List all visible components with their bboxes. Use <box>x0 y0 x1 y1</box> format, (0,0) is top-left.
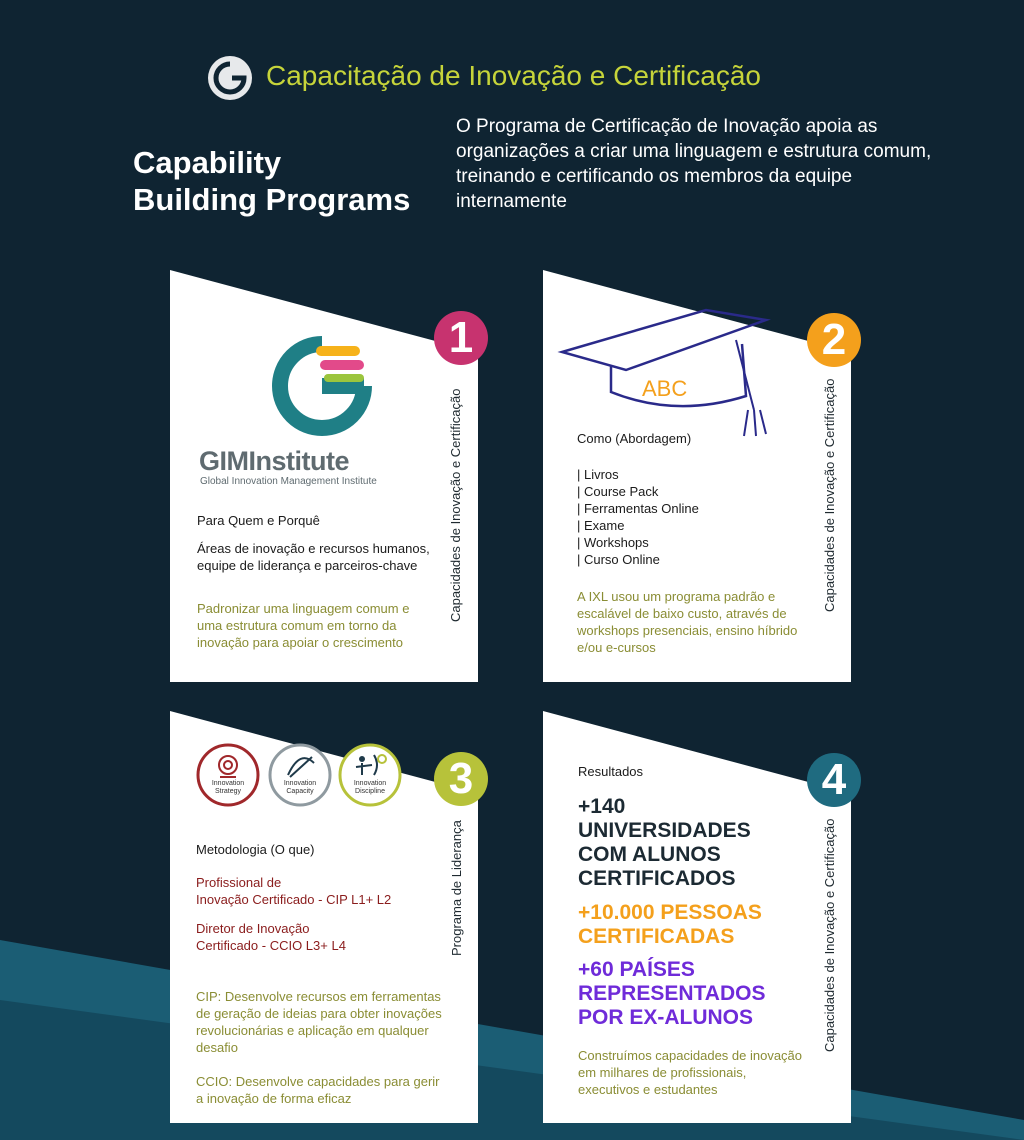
stat-countries <box>578 958 765 1030</box>
capability-title-line1: Capability <box>133 145 282 180</box>
capability-title <box>133 144 410 218</box>
card-2-number-badge: 2 <box>807 313 861 367</box>
card-2-heading: Como (Abordagem) <box>577 431 692 446</box>
card-3-heading: Metodologia (O que) <box>196 842 315 857</box>
innovation-strategy-label2: Strategy <box>214 788 242 795</box>
card-2-item-6: | Curso Online <box>577 552 660 567</box>
card-1-note-line2: uma estrutura comum em torno da <box>197 618 397 633</box>
card-1-body-line1: Áreas de inovação e recursos humanos, <box>197 541 430 556</box>
innovation-capacity-label1: Innovation <box>283 780 317 787</box>
innovation-discipline-badge <box>338 743 402 807</box>
stat-universities <box>578 795 751 891</box>
capability-title-line2: Building Programs <box>133 182 411 217</box>
card-3-cip-desc-line4: desafio <box>196 1040 238 1055</box>
card-3-cip-desc-line2: de geração de ideias para obter inovações <box>196 1006 442 1021</box>
innovation-discipline-label2: Discipline <box>355 788 385 795</box>
archer-icon <box>359 756 365 762</box>
innovation-discipline-label1: Innovation <box>353 780 387 787</box>
gim-logo-text: GIMInstitute <box>199 446 349 476</box>
innovation-strategy-badge <box>196 743 260 807</box>
card-3-number-badge: 3 <box>434 752 488 806</box>
stat-countries-line1: +60 PAÍSES <box>578 958 695 981</box>
innovation-strategy-label1: Innovation <box>211 780 245 787</box>
card-3-ccio-desc-line2: a inovação de forma eficaz <box>196 1091 352 1106</box>
stat-countries-line3: POR EX-ALUNOS <box>578 1006 754 1029</box>
card-1-number-badge: 1 <box>434 311 488 365</box>
card-3-cip-line1: Profissional de <box>196 875 282 890</box>
card-2-item-3: | Ferramentas Online <box>577 501 699 516</box>
card-3-cip-desc-line1: CIP: Desenvolve recursos em ferramentas <box>196 989 441 1004</box>
innovation-capacity-label2: Capacity <box>286 788 314 795</box>
card-3-ccio-line1: Diretor de Inovação <box>196 921 310 936</box>
stat-universities-line3: COM ALUNOS <box>578 843 721 866</box>
card-4-note-line3: executivos e estudantes <box>578 1082 718 1097</box>
card-2-item-5: | Workshops <box>577 535 649 550</box>
gim-logo-subtext: Global Innovation Management Institute <box>200 476 377 487</box>
card-1-note-line1: Padronizar uma linguagem comum e <box>197 601 410 616</box>
card-1-note-line3: inovação para apoiar o crescimento <box>197 635 403 650</box>
card-4-number-badge: 4 <box>807 753 861 807</box>
card-3-ccio-desc-line1: CCIO: Desenvolve capacidades para gerir <box>196 1074 440 1089</box>
card-2-item-1: | Livros <box>577 467 619 482</box>
card-2-vertical-label: Capacidades de Inovação e Certificação <box>822 378 837 612</box>
card-4-note-line2: em milhares de profissionais, <box>578 1065 747 1080</box>
stat-people-line1: +10.000 PESSOAS <box>578 901 762 924</box>
card-2-item-4: | Exame <box>577 518 625 533</box>
card-2-note-line1: A IXL usou um programa padrão e <box>577 589 776 604</box>
card-1-heading: Para Quem e Porquê <box>197 513 320 528</box>
card-1-body-line2: equipe de liderança e parceiros-chave <box>197 558 418 573</box>
graduation-cap-icon <box>556 300 776 440</box>
card-4-note-line1: Construímos capacidades de inovação <box>578 1048 803 1063</box>
card-4-vertical-label: Capacidades de Inovação e Certificação <box>822 818 837 1052</box>
gim-logo-icon <box>272 336 372 441</box>
cap-text: ABC <box>642 376 688 401</box>
stat-universities-line4: CERTIFICADOS <box>578 867 736 890</box>
card-2-item-2: | Course Pack <box>577 484 659 499</box>
stat-countries-line2: REPRESENTADOS <box>578 982 766 1005</box>
card-2-note-line3: workshops presenciais, ensino híbrido <box>577 623 798 638</box>
innovation-capacity-badge <box>268 743 332 807</box>
card-3-vertical-label: Programa de Liderança <box>449 820 464 956</box>
card-3-cip-desc-line3: revolucionárias e aplicação em qualquer <box>196 1023 429 1038</box>
card-3-cip-line2: Inovação Certificado - CIP L1+ L2 <box>196 892 392 907</box>
stat-universities-line2: UNIVERSIDADES <box>578 819 751 842</box>
stat-universities-line1: +140 <box>578 795 626 818</box>
page-title: Capacitação de Inovação e Certificação <box>266 60 761 91</box>
header-logo <box>206 54 254 107</box>
card-1-vertical-label: Capacidades de Inovação e Certificação <box>448 388 463 622</box>
card-2-note-line2: escalável de baixo custo, através de <box>577 606 787 621</box>
intro-text: O Programa de Certificação de Inovação apoia as organizações a criar uma linguagem e estrutura comum, treinando e certificando os membros da equipe internamente <box>456 116 932 212</box>
card-4-heading: Resultados <box>578 764 644 779</box>
card-2-note-line4: e/ou e-cursos <box>577 640 656 655</box>
stat-people <box>578 901 762 949</box>
card-3-ccio-line2: Certificado - CCIO L3+ L4 <box>196 938 346 953</box>
stat-people-line2: CERTIFICADAS <box>578 925 735 948</box>
teal-band-dark <box>0 1000 1024 1140</box>
